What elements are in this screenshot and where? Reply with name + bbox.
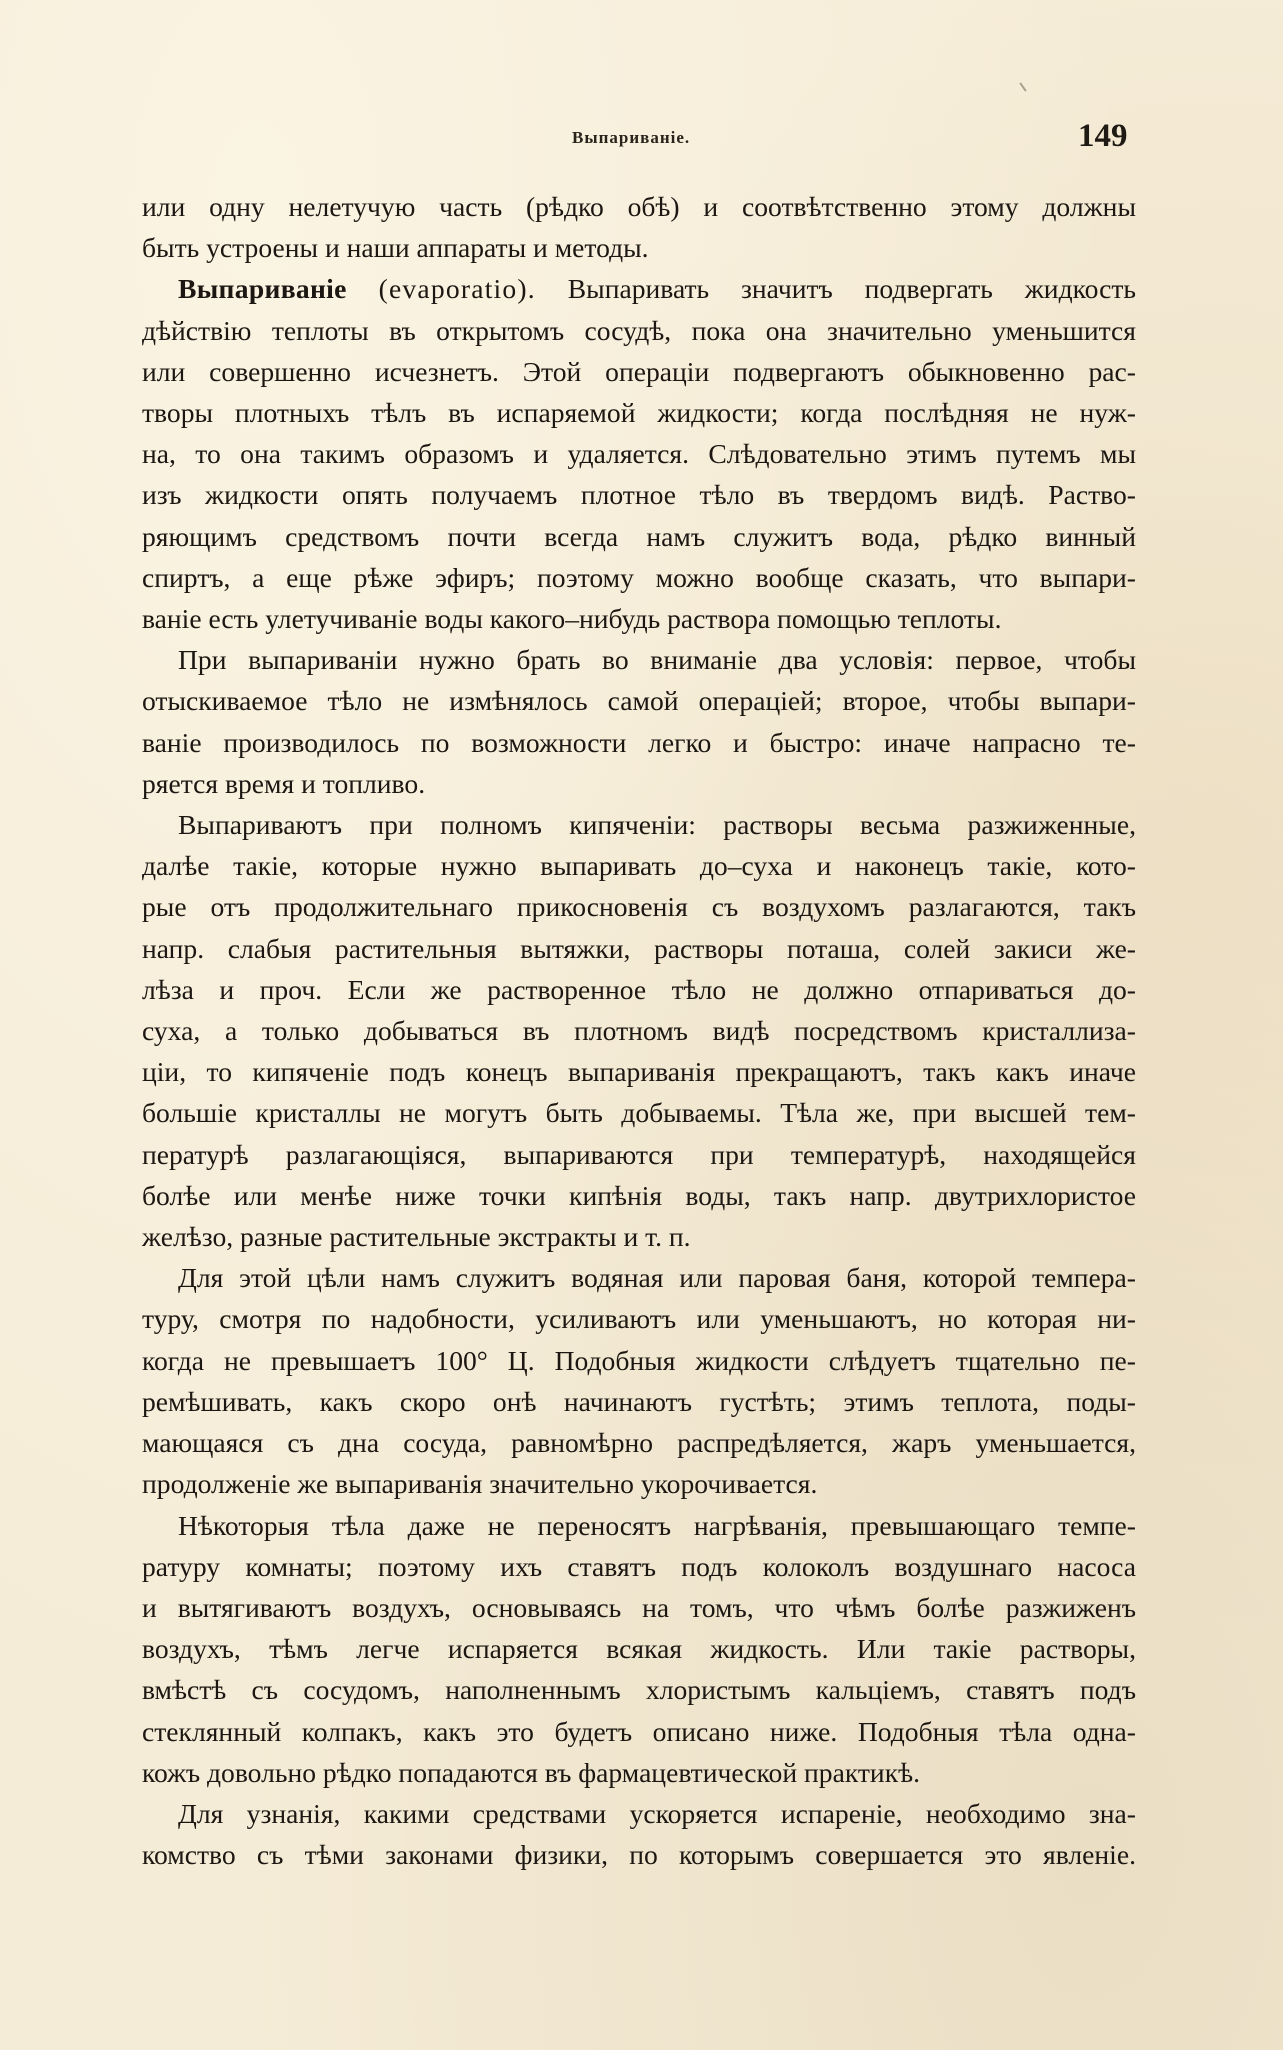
paragraph-line: [142, 310, 1136, 351]
term-latin: (evaporatio).: [378, 273, 536, 305]
paragraph-line: [142, 474, 1136, 515]
text-line: рые отъ продолжительнаго прикосновенія съ воздухомъ разлагаются, такъ: [142, 891, 1136, 923]
text-line: ваніе есть улетучиваніе воды какого–нибудь раствора помощью теплоты.: [142, 603, 1002, 635]
paragraph-line: [142, 845, 1136, 886]
text-line: отыскиваемое тѣло не измѣнялось самой операціей; второе, чтобы выпари-: [142, 685, 1136, 717]
text-line: ремѣшивать, какъ скоро онѣ начинаютъ густѣть; этимъ теплота, поды-: [142, 1385, 1136, 1417]
text-line: ратуру комнаты; поэтому ихъ ставятъ подъ колоколъ воздушнаго насоса: [142, 1550, 1136, 1582]
text-line: творы плотныхъ тѣлъ въ испаряемой жидкости; когда послѣдняя не нуж-: [142, 397, 1136, 429]
paragraph-line: [142, 1546, 1136, 1587]
paragraph-line: [142, 1092, 1136, 1133]
paragraph-line: [142, 1834, 1136, 1875]
paragraph: [142, 268, 1136, 309]
paragraph-line: [142, 1752, 1136, 1793]
paragraph-line: [142, 1422, 1136, 1463]
paragraph-line: [142, 1711, 1136, 1752]
paragraph-line: [142, 227, 1136, 268]
page-number: 149: [1078, 118, 1128, 154]
page-header: [0, 118, 1283, 158]
paragraph-line: [142, 928, 1136, 969]
paragraph-line: [142, 763, 1136, 804]
text-line: кожъ довольно рѣдко попадаются въ фармацевтической практикѣ.: [142, 1756, 920, 1788]
paragraph-line: [142, 1051, 1136, 1092]
text-line: Выпаривать значитъ подвергать жидкость: [535, 273, 1136, 305]
paragraph-line: [142, 351, 1136, 392]
paragraph-line: [142, 598, 1136, 639]
text-line: быть устроены и наши аппараты и методы.: [142, 232, 649, 264]
text-line: спиртъ, а еще рѣже эфиръ; поэтому можно вообще сказать, что выпари-: [142, 561, 1136, 593]
text-line: или совершенно исчезнетъ. Этой операціи подвергаютъ обыкновенно рас-: [142, 355, 1136, 387]
text-line: изъ жидкости опять получаемъ плотное тѣло въ твердомъ видѣ. Раство-: [142, 479, 1136, 511]
text-line: ряется время и топливо.: [142, 767, 426, 799]
paragraph-line: [142, 1175, 1136, 1216]
text-line: При выпариваніи нужно брать во вниманіе два условія: первое, чтобы: [178, 644, 1136, 676]
text-line: на, то она такимъ образомъ и удаляется. Слѣдовательно этимъ путемъ мы: [142, 438, 1136, 470]
paragraph-line: [142, 1216, 1136, 1257]
paragraph-line: [142, 1134, 1136, 1175]
paragraph-line: [142, 1463, 1136, 1504]
paragraph-line: [142, 1628, 1136, 1669]
text-line: ряющимъ средствомъ почти всегда намъ служитъ вода, рѣдко винный: [142, 520, 1136, 552]
text-line: Для этой цѣли намъ служитъ водяная или паровая баня, которой темпера-: [178, 1262, 1136, 1294]
paragraph-line: [142, 392, 1136, 433]
paragraph-line: [142, 1340, 1136, 1381]
text-line: туру, смотря по надобности, усиливаютъ или уменьшаютъ, но которая ни-: [142, 1303, 1136, 1335]
text-line: ціи, то кипяченіе подъ конецъ выпариванія прекращаютъ, такъ какъ иначе: [142, 1056, 1136, 1088]
text-line: болѣе или менѣе ниже точки кипѣнія воды, такъ напр. двутрихлористое: [142, 1179, 1136, 1211]
text-line: Нѣкоторыя тѣла даже не переносятъ нагрѣванія, превышающаго темпе-: [178, 1509, 1136, 1541]
text-line: комство съ тѣми законами физики, по которымъ совершается это явленіе.: [142, 1839, 1136, 1871]
text-line: Выпариваютъ при полномъ кипяченіи: растворы весьма разжиженные,: [178, 809, 1136, 841]
paragraph-line: [142, 722, 1136, 763]
text-line: и вытягиваютъ воздухъ, основываясь на томъ, что чѣмъ болѣе разжиженъ: [142, 1591, 1136, 1623]
text-line: напр. слабыя растительныя вытяжки, растворы поташа, солей закиси же-: [142, 932, 1136, 964]
ink-mark: [1019, 82, 1026, 91]
paragraph-line: [142, 557, 1136, 598]
text-line: воздухъ, тѣмъ легче испаряется всякая жидкость. Или такіе растворы,: [142, 1633, 1136, 1665]
text-line: ваніе производилось по возможности легко и быстро: иначе напрасно те-: [142, 726, 1136, 758]
text-line: Для узнанія, какими средствами ускоряется испареніе, необходимо зна-: [178, 1797, 1136, 1829]
paragraph: [142, 186, 1136, 227]
text-line: пературѣ разлагающіяся, выпариваются при температурѣ, находящейся: [142, 1138, 1136, 1170]
paragraph-line: [142, 1298, 1136, 1339]
paragraph-line: [142, 969, 1136, 1010]
text-line: большіе кристаллы не могутъ быть добываемы. Тѣла же, при высшей тем-: [142, 1097, 1136, 1129]
text-line: далѣе такіе, которые нужно выпаривать до–суха и наконецъ такіе, кото-: [142, 850, 1136, 882]
text-line: или одну нелетучую часть (рѣдко обѣ) и соотвѣтственно этому должны: [142, 191, 1136, 222]
text-line: вмѣстѣ съ сосудомъ, наполненнымъ хлористымъ кальціемъ, ставятъ подъ: [142, 1674, 1136, 1706]
text-line: суха, а только добываться въ плотномъ видѣ посредствомъ кристаллиза-: [142, 1015, 1136, 1047]
running-head: Выпариваніе.: [572, 128, 691, 147]
paragraph: [142, 1793, 1136, 1834]
paragraph: [142, 804, 1136, 845]
term-heading: Выпариваніе: [178, 273, 347, 305]
paragraph-line: [142, 516, 1136, 557]
paragraph-line: [142, 1010, 1136, 1051]
text-line: стеклянный колпакъ, какъ это будетъ описано ниже. Подобныя тѣла одна-: [142, 1715, 1136, 1747]
text-line: продолженіе же выпариванія значительно укорочивается.: [142, 1468, 818, 1500]
paragraph-line: [142, 680, 1136, 721]
paragraph-line: [142, 1381, 1136, 1422]
paragraph-line: [142, 433, 1136, 474]
text-line: желѣзо, разные растительные экстракты и т. п.: [142, 1221, 691, 1253]
paragraph-line: [142, 1587, 1136, 1628]
text-line: лѣза и проч. Если же растворенное тѣло не должно отпариваться до-: [142, 973, 1136, 1005]
text-line: дѣйствію теплоты въ открытомъ сосудѣ, пока она значительно уменьшится: [142, 314, 1136, 346]
paragraph-line: [142, 1669, 1136, 1710]
paragraph: [142, 1505, 1136, 1546]
paragraph-line: [142, 886, 1136, 927]
text-line: когда не превышаетъ 100° Ц. Подобныя жидкости слѣдуетъ тщательно пе-: [142, 1344, 1136, 1376]
text-line: мающаяся съ дна сосуда, равномѣрно распредѣляется, жаръ уменьшается,: [142, 1427, 1136, 1459]
paragraph: [142, 1257, 1136, 1298]
paragraph: [142, 639, 1136, 680]
body-text: [142, 186, 1136, 1875]
